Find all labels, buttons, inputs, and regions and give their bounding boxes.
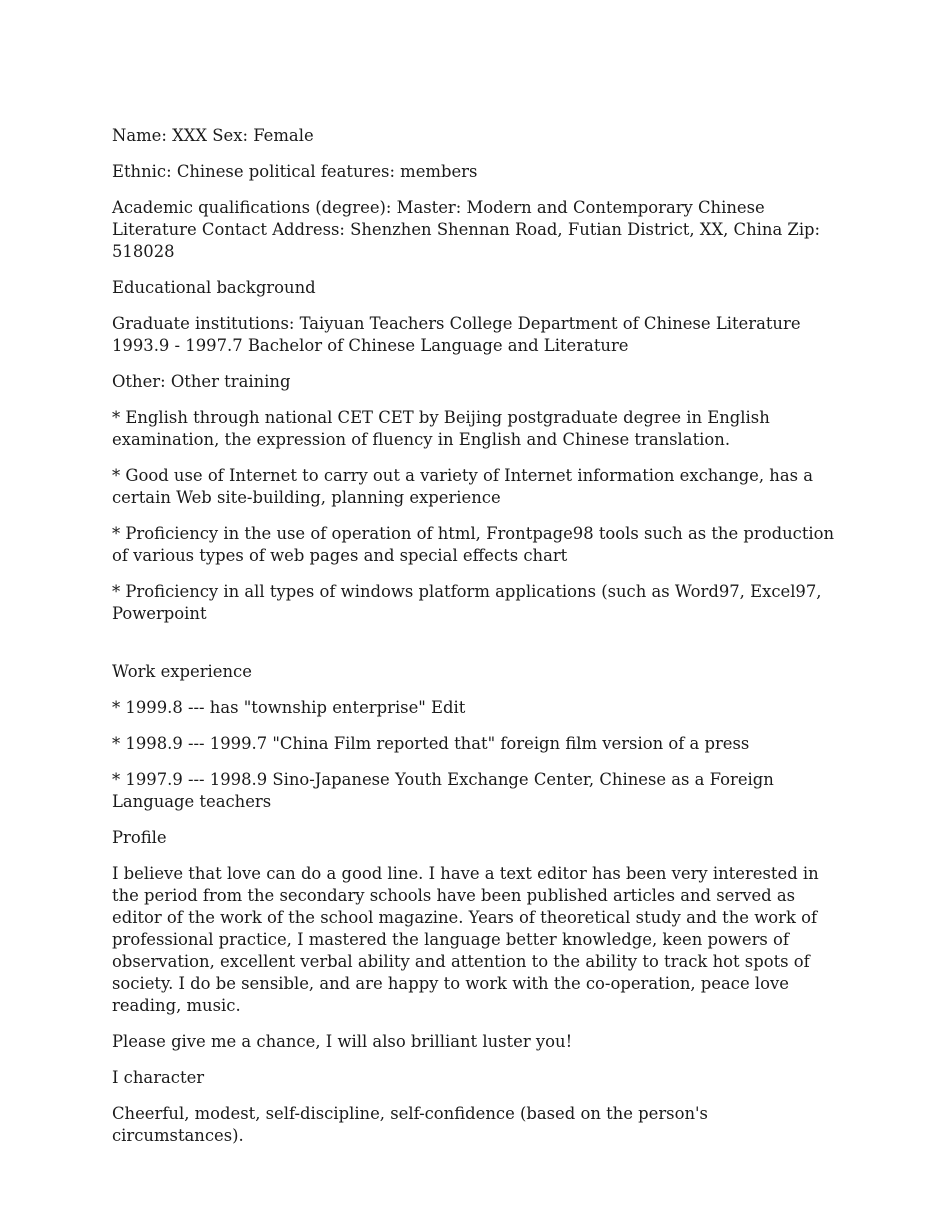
training-item-html: * Proficiency in the use of operation of html, Frontpage98 tools such as the production of various types of web pages and special effects chart (112, 524, 835, 565)
document-page (112, 125, 840, 1161)
work-item-1997: * 1997.9 --- 1998.9 Sino-Japanese Youth Exchange Center, Chinese as a Foreign Language teachers (112, 770, 774, 811)
graduate-institution-paragraph: Graduate institutions: Taiyuan Teachers College Department of Chinese Literature 1993.9 - 1997.7 Bachelor of Chinese Language and Literature (112, 314, 801, 355)
profile-paragraph: I believe that love can do a good line. I have a text editor has been very interested in the period from the secondary schools have been published articles and served as editor of the work of the school magazine. Years of theoretical study and the work of professional practice, I mastered the language better knowledge, keen powers of observation, excellent verbal ability and attention to the ability to track hot spots of society. I do be sensible, and are happy to work with the co-operation, peace love reading, music. (112, 864, 819, 1015)
character-paragraph: Cheerful, modest, self-discipline, self-confidence (based on the person's circumstances). (112, 1104, 708, 1145)
training-item-internet: * Good use of Internet to carry out a variety of Internet information exchange, has a certain Web site-building, planning experience (112, 466, 814, 507)
character-heading: I character (112, 1068, 205, 1087)
ethnic-political-line: Ethnic: Chinese political features: members (112, 162, 478, 181)
name-sex-line: Name: XXX Sex: Female (112, 126, 314, 145)
training-item-windows: * Proficiency in all types of windows platform applications (such as Word97, Excel97, Powerpoint (112, 582, 822, 623)
education-heading: Educational background (112, 278, 316, 297)
training-item-english: * English through national CET CET by Beijing postgraduate degree in English examination, the expression of fluency in English and Chinese translation. (112, 408, 770, 449)
other-training-heading: Other: Other training (112, 372, 291, 391)
work-experience-heading: Work experience (112, 662, 252, 681)
work-item-1999: * 1999.8 --- has "township enterprise" Edit (112, 698, 466, 717)
profile-heading: Profile (112, 828, 167, 847)
work-item-1998: * 1998.9 --- 1999.7 "China Film reported that" foreign film version of a press (112, 734, 750, 753)
qualifications-contact-paragraph: Academic qualifications (degree): Master: Modern and Contemporary Chinese Literature Contact Address: Shenzhen Shennan Road, Futian District, XX, China Zip: 518028 (112, 198, 821, 261)
closing-line: Please give me a chance, I will also brilliant luster you! (112, 1032, 573, 1051)
